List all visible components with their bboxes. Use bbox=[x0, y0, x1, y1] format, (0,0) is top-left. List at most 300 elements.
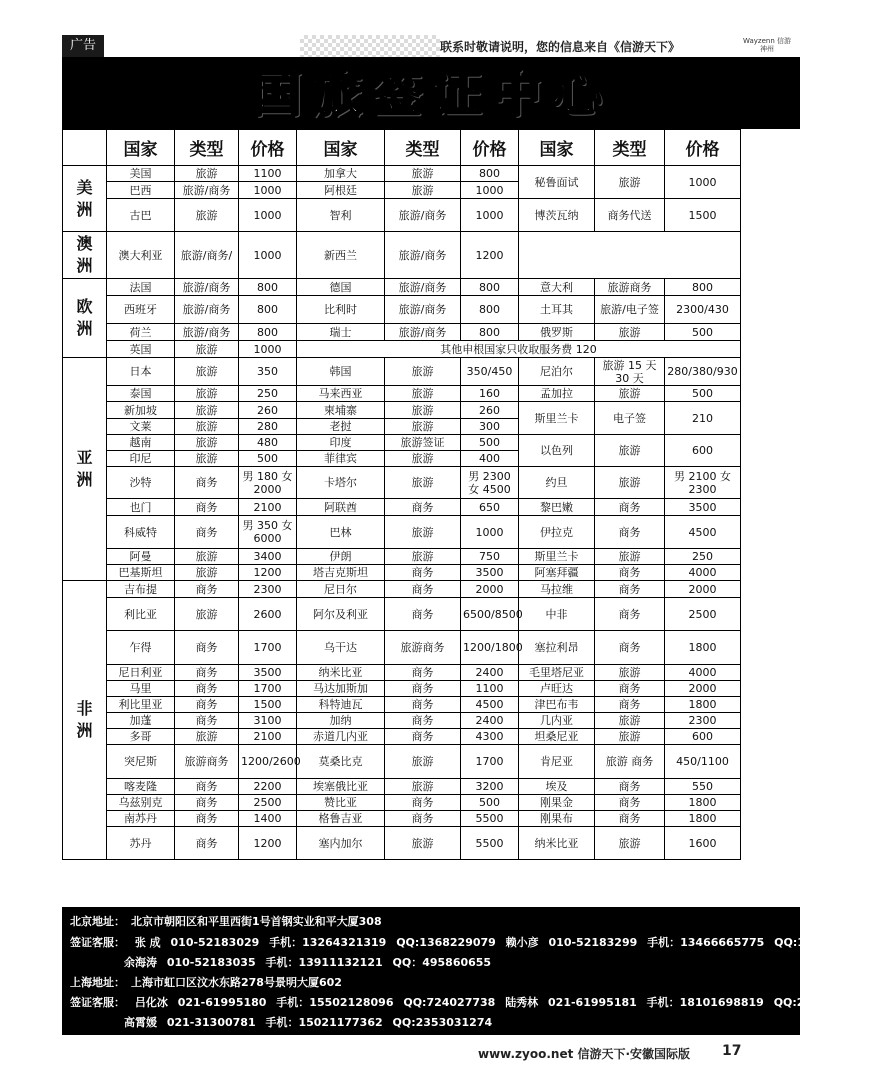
region-america: 美 洲 bbox=[63, 166, 107, 232]
table-row bbox=[63, 697, 741, 713]
cell-country: 马拉维 bbox=[519, 581, 595, 598]
cell-price: 1000 bbox=[239, 232, 297, 279]
cell-price: 1000 bbox=[461, 199, 519, 232]
cell-country: 津巴布韦 bbox=[519, 697, 595, 713]
cell-type: 商务 bbox=[595, 795, 665, 811]
cell-type: 旅游/商务 bbox=[175, 279, 239, 296]
cell-type: 商务 bbox=[175, 811, 239, 827]
cell-price: 1100 bbox=[461, 681, 519, 697]
cell-type: 商务代送 bbox=[595, 199, 665, 232]
header-price: 价格 bbox=[461, 130, 519, 166]
cell-type: 商务 bbox=[175, 713, 239, 729]
cell-type: 旅游 bbox=[385, 451, 461, 467]
table-row bbox=[63, 341, 741, 358]
cell-type: 旅游 bbox=[175, 598, 239, 631]
cell-price: 2000 bbox=[665, 581, 741, 598]
cell-price: 800 bbox=[461, 296, 519, 324]
cell-type: 商务 bbox=[175, 681, 239, 697]
cell-country: 南苏丹 bbox=[107, 811, 175, 827]
cell-country: 阿尔及利亚 bbox=[297, 598, 385, 631]
cell-price: 260 bbox=[461, 402, 519, 419]
cell-price: 6500/8500 bbox=[461, 598, 519, 631]
cell-country: 塞内加尔 bbox=[297, 827, 385, 860]
cell-price: 2400 bbox=[461, 713, 519, 729]
cell-country: 尼泊尔 bbox=[519, 358, 595, 386]
cell-price: 500 bbox=[665, 324, 741, 341]
cell-type: 旅游 bbox=[595, 729, 665, 745]
cell-type: 商务 bbox=[595, 697, 665, 713]
cell-type: 商务 bbox=[175, 581, 239, 598]
cell-country: 巴林 bbox=[297, 516, 385, 549]
cell-type: 商务 bbox=[175, 827, 239, 860]
cell-type: 旅游商务 bbox=[175, 745, 239, 779]
table-row bbox=[63, 435, 741, 451]
cell-type: 旅游 bbox=[385, 779, 461, 795]
cell-country: 纳米比亚 bbox=[519, 827, 595, 860]
cell-price: 4000 bbox=[665, 665, 741, 681]
cell-price: 1200 bbox=[239, 565, 297, 581]
cell-price: 2600 bbox=[239, 598, 297, 631]
cell-price: 5500 bbox=[461, 811, 519, 827]
cell-price: 1000 bbox=[461, 516, 519, 549]
table-row bbox=[63, 729, 741, 745]
cell-price: 800 bbox=[461, 279, 519, 296]
cell-price: 400 bbox=[461, 451, 519, 467]
beijing-address-line: 北京地址： 北京市朝阳区和平里西街1号首钢实业和平大厦308 bbox=[70, 915, 382, 928]
cell-country: 阿联酋 bbox=[297, 499, 385, 516]
cell-type: 旅游 bbox=[385, 402, 461, 419]
cell-country: 德国 bbox=[297, 279, 385, 296]
cell-type: 商务 bbox=[385, 681, 461, 697]
cell-country: 比利时 bbox=[297, 296, 385, 324]
cell-price: 4500 bbox=[665, 516, 741, 549]
cell-price: 男 2300 女 4500 bbox=[461, 467, 519, 499]
cell-type: 商务 bbox=[175, 499, 239, 516]
publisher-logo: Wayzenn 信游神州 bbox=[743, 37, 791, 53]
cell-country: 伊拉克 bbox=[519, 516, 595, 549]
header-price: 价格 bbox=[665, 130, 741, 166]
cell-type: 旅游 bbox=[175, 565, 239, 581]
cell-type: 旅游 bbox=[175, 451, 239, 467]
cell-type: 旅游/商务 bbox=[385, 279, 461, 296]
cell-country: 博茨瓦纳 bbox=[519, 199, 595, 232]
cell-type: 旅游/商务 bbox=[385, 296, 461, 324]
page-number: 17 bbox=[722, 1043, 742, 1059]
cell-country: 乌干达 bbox=[297, 631, 385, 665]
cell-type: 旅游 bbox=[595, 827, 665, 860]
cell-country: 喀麦隆 bbox=[107, 779, 175, 795]
cell-type: 旅游 bbox=[595, 467, 665, 499]
header-country: 国家 bbox=[519, 130, 595, 166]
cell-price: 250 bbox=[239, 386, 297, 402]
cell-type: 旅游 bbox=[595, 435, 665, 467]
cell-type: 旅游/商务/ bbox=[175, 232, 239, 279]
cell-price: 1500 bbox=[239, 697, 297, 713]
cell-country: 也门 bbox=[107, 499, 175, 516]
cell-type: 旅游签证 bbox=[385, 435, 461, 451]
cell-type: 旅游/电子签 bbox=[595, 296, 665, 324]
cell-price: 4000 bbox=[665, 565, 741, 581]
cell-type: 旅游 bbox=[385, 827, 461, 860]
cell-price: 800 bbox=[665, 279, 741, 296]
cell-type: 旅游 bbox=[175, 435, 239, 451]
cell-country: 乍得 bbox=[107, 631, 175, 665]
cell-country: 沙特 bbox=[107, 467, 175, 499]
cell-country: 阿塞拜疆 bbox=[519, 565, 595, 581]
cell-type: 旅游 bbox=[595, 713, 665, 729]
header-type: 类型 bbox=[385, 130, 461, 166]
cell-type: 商务 bbox=[385, 697, 461, 713]
cell-country: 孟加拉 bbox=[519, 386, 595, 402]
cell-type: 商务 bbox=[595, 681, 665, 697]
header-price: 价格 bbox=[239, 130, 297, 166]
cell-price: 3400 bbox=[239, 549, 297, 565]
cell-price: 2300/430 bbox=[665, 296, 741, 324]
cell-type: 旅游 bbox=[175, 386, 239, 402]
table-header-row bbox=[63, 130, 741, 166]
contact-footer bbox=[62, 907, 874, 1035]
cell-country: 格鲁吉亚 bbox=[297, 811, 385, 827]
cell-country: 越南 bbox=[107, 435, 175, 451]
cell-country: 法国 bbox=[107, 279, 175, 296]
table-row bbox=[63, 499, 741, 516]
cell-price: 1000 bbox=[239, 199, 297, 232]
cell-type: 旅游商务 bbox=[595, 279, 665, 296]
cell-country: 尼日利亚 bbox=[107, 665, 175, 681]
cell-price: 1200/2600 bbox=[239, 745, 297, 779]
cell-type: 商务 bbox=[595, 631, 665, 665]
cell-price: 480 bbox=[239, 435, 297, 451]
cell-price: 600 bbox=[665, 729, 741, 745]
cell-type: 商务 bbox=[385, 811, 461, 827]
table-row bbox=[63, 296, 741, 324]
cell-country: 柬埔寨 bbox=[297, 402, 385, 419]
cell-country: 尼日尔 bbox=[297, 581, 385, 598]
cell-price: 350/450 bbox=[461, 358, 519, 386]
cell-country: 澳大利亚 bbox=[107, 232, 175, 279]
cell-type: 旅游/商务 bbox=[385, 199, 461, 232]
header-region bbox=[63, 130, 107, 166]
cell-price: 550 bbox=[665, 779, 741, 795]
cell-price: 800 bbox=[461, 324, 519, 341]
cell-price: 500 bbox=[665, 386, 741, 402]
cell-price: 3500 bbox=[461, 565, 519, 581]
shanghai-address-line: 上海地址： 上海市虹口区汶水东路278号景明大厦602 bbox=[70, 976, 342, 989]
cell-country: 马来西亚 bbox=[297, 386, 385, 402]
cell-type: 商务 bbox=[595, 811, 665, 827]
cell-country: 黎巴嫩 bbox=[519, 499, 595, 516]
visa-price-table bbox=[62, 129, 738, 907]
cell-country: 马达加斯加 bbox=[297, 681, 385, 697]
cell-price: 2300 bbox=[239, 581, 297, 598]
cell-price: 650 bbox=[461, 499, 519, 516]
region-asia: 亚 洲 bbox=[63, 358, 107, 581]
cell-type: 商务 bbox=[385, 795, 461, 811]
cell-country: 利比里亚 bbox=[107, 697, 175, 713]
cell-price: 2500 bbox=[665, 598, 741, 631]
cell-type: 旅游 bbox=[175, 199, 239, 232]
cell-price: 500 bbox=[239, 451, 297, 467]
cell-price: 2300 bbox=[665, 713, 741, 729]
header-country: 国家 bbox=[297, 130, 385, 166]
cell-country: 卢旺达 bbox=[519, 681, 595, 697]
cell-type: 旅游 商务 bbox=[595, 745, 665, 779]
cell-type: 旅游/商务 bbox=[385, 324, 461, 341]
cell-country: 老挝 bbox=[297, 419, 385, 435]
cell-country: 吉布提 bbox=[107, 581, 175, 598]
cell-price: 4300 bbox=[461, 729, 519, 745]
cell-country: 埃塞俄比亚 bbox=[297, 779, 385, 795]
cell-country bbox=[519, 232, 741, 279]
cell-country: 多哥 bbox=[107, 729, 175, 745]
table-row bbox=[63, 598, 741, 631]
cell-price: 1000 bbox=[239, 341, 297, 358]
cell-price: 5500 bbox=[461, 827, 519, 860]
cell-country: 阿根廷 bbox=[297, 182, 385, 199]
cell-price: 1700 bbox=[239, 631, 297, 665]
cell-country: 莫桑比克 bbox=[297, 745, 385, 779]
cell-type: 商务 bbox=[175, 665, 239, 681]
cell-price: 1800 bbox=[665, 795, 741, 811]
title-banner bbox=[62, 57, 800, 129]
disclaimer-text: 联系时敬请说明，您的信息来自《信游天下》 bbox=[440, 40, 681, 54]
cell-price: 男 180 女 2000 bbox=[239, 467, 297, 499]
cell-type: 商务 bbox=[595, 499, 665, 516]
shanghai-contact-line-1: 签证客服： 吕化冰 021-61995180 手机：15502128096 QQ:724027738 陆秀林 021-61995181 手机：18101698819 QQ:2974659336 bbox=[70, 996, 874, 1009]
cell-country: 印尼 bbox=[107, 451, 175, 467]
table-row bbox=[63, 681, 741, 697]
table-row bbox=[63, 565, 741, 581]
cell-country: 利比亚 bbox=[107, 598, 175, 631]
cell-country: 美国 bbox=[107, 166, 175, 182]
cell-price: 250 bbox=[665, 549, 741, 565]
table-row bbox=[63, 713, 741, 729]
cell-country: 菲律宾 bbox=[297, 451, 385, 467]
cell-type: 旅游 bbox=[385, 549, 461, 565]
cell-price: 1500 bbox=[665, 199, 741, 232]
cell-country: 埃及 bbox=[519, 779, 595, 795]
cell-price: 500 bbox=[461, 795, 519, 811]
cell-price: 160 bbox=[461, 386, 519, 402]
cell-type: 旅游/商务 bbox=[175, 296, 239, 324]
cell-country: 西班牙 bbox=[107, 296, 175, 324]
table-row bbox=[63, 745, 741, 779]
cell-type: 商务 bbox=[175, 467, 239, 499]
cell-type: 商务 bbox=[385, 565, 461, 581]
cell-type: 旅游 bbox=[385, 467, 461, 499]
cell-type: 旅游 bbox=[385, 419, 461, 435]
cell-country: 加拿大 bbox=[297, 166, 385, 182]
checker-pattern bbox=[300, 35, 440, 57]
table-row bbox=[63, 795, 741, 811]
table-row bbox=[63, 166, 741, 182]
cell-country: 秘鲁面试 bbox=[519, 166, 595, 199]
cell-price: 3200 bbox=[461, 779, 519, 795]
cell-type: 旅游 bbox=[385, 358, 461, 386]
cell-country: 约旦 bbox=[519, 467, 595, 499]
cell-country: 韩国 bbox=[297, 358, 385, 386]
cell-country: 苏丹 bbox=[107, 827, 175, 860]
table-row bbox=[63, 402, 741, 419]
table-row bbox=[63, 199, 741, 232]
cell-country: 纳米比亚 bbox=[297, 665, 385, 681]
cell-type: 旅游 bbox=[595, 665, 665, 681]
cell-price: 500 bbox=[461, 435, 519, 451]
cell-type: 商务 bbox=[595, 598, 665, 631]
region-africa: 非 洲 bbox=[63, 581, 107, 860]
cell-country: 泰国 bbox=[107, 386, 175, 402]
cell-price: 210 bbox=[665, 402, 741, 435]
table-row bbox=[63, 467, 741, 499]
cell-country: 古巴 bbox=[107, 199, 175, 232]
cell-price: 300 bbox=[461, 419, 519, 435]
cell-country: 日本 bbox=[107, 358, 175, 386]
cell-price: 450/1100 bbox=[665, 745, 741, 779]
cell-type: 旅游 bbox=[385, 745, 461, 779]
cell-country: 巴西 bbox=[107, 182, 175, 199]
cell-type: 旅游 bbox=[385, 386, 461, 402]
cell-country: 肯尼亚 bbox=[519, 745, 595, 779]
cell-country: 斯里兰卡 bbox=[519, 402, 595, 435]
cell-price: 3500 bbox=[239, 665, 297, 681]
cell-country: 巴基斯坦 bbox=[107, 565, 175, 581]
region-oceania: 澳 洲 bbox=[63, 232, 107, 279]
cell-price: 1200/1800 bbox=[461, 631, 519, 665]
cell-country: 卡塔尔 bbox=[297, 467, 385, 499]
cell-type: 旅游 bbox=[175, 419, 239, 435]
cell-type: 旅游 15 天 30 天 bbox=[595, 358, 665, 386]
cell-type: 商务 bbox=[595, 516, 665, 549]
cell-type: 商务 bbox=[595, 565, 665, 581]
cell-country: 新加坡 bbox=[107, 402, 175, 419]
cell-country: 几内亚 bbox=[519, 713, 595, 729]
cell-country: 斯里兰卡 bbox=[519, 549, 595, 565]
cell-country: 伊朗 bbox=[297, 549, 385, 565]
cell-country: 赤道几内亚 bbox=[297, 729, 385, 745]
cell-type: 旅游 bbox=[175, 166, 239, 182]
cell-type: 电子签 bbox=[595, 402, 665, 435]
cell-price: 1000 bbox=[461, 182, 519, 199]
table-row bbox=[63, 516, 741, 549]
cell-price: 280 bbox=[239, 419, 297, 435]
cell-type: 商务 bbox=[175, 697, 239, 713]
cell-price: 750 bbox=[461, 549, 519, 565]
table-row bbox=[63, 232, 741, 279]
cell-price: 1000 bbox=[665, 166, 741, 199]
table-row bbox=[63, 581, 741, 598]
table-row bbox=[63, 811, 741, 827]
cell-country: 土耳其 bbox=[519, 296, 595, 324]
cell-type: 旅游/商务 bbox=[175, 324, 239, 341]
table-row bbox=[63, 358, 741, 386]
table-row bbox=[63, 779, 741, 795]
cell-type: 旅游 bbox=[385, 166, 461, 182]
table-row bbox=[63, 324, 741, 341]
cell-price: 1600 bbox=[665, 827, 741, 860]
cell-country: 智利 bbox=[297, 199, 385, 232]
cell-country: 马里 bbox=[107, 681, 175, 697]
cell-price: 800 bbox=[239, 296, 297, 324]
cell-price: 1700 bbox=[239, 681, 297, 697]
cell-price: 280/380/930 bbox=[665, 358, 741, 386]
cell-price: 2000 bbox=[461, 581, 519, 598]
cell-type: 商务 bbox=[385, 713, 461, 729]
cell-country: 文莱 bbox=[107, 419, 175, 435]
cell-country: 英国 bbox=[107, 341, 175, 358]
cell-type: 商务 bbox=[175, 631, 239, 665]
cell-country: 其他申根国家只收取服务费 120 bbox=[297, 341, 741, 358]
cell-type: 旅游 bbox=[175, 402, 239, 419]
table-row bbox=[63, 279, 741, 296]
cell-type: 商务 bbox=[175, 795, 239, 811]
cell-country: 意大利 bbox=[519, 279, 595, 296]
cell-type: 旅游 bbox=[175, 729, 239, 745]
cell-type: 旅游 bbox=[175, 341, 239, 358]
table-row bbox=[63, 665, 741, 681]
cell-type: 旅游 bbox=[175, 549, 239, 565]
cell-type: 旅游商务 bbox=[385, 631, 461, 665]
cell-price: 男 2100 女 2300 bbox=[665, 467, 741, 499]
cell-price: 2200 bbox=[239, 779, 297, 795]
cell-country: 刚果金 bbox=[519, 795, 595, 811]
cell-country: 突尼斯 bbox=[107, 745, 175, 779]
cell-country: 印度 bbox=[297, 435, 385, 451]
table-row bbox=[63, 386, 741, 402]
cell-type: 商务 bbox=[385, 729, 461, 745]
cell-country: 俄罗斯 bbox=[519, 324, 595, 341]
table-row bbox=[63, 827, 741, 860]
cell-type: 旅游 bbox=[595, 549, 665, 565]
cell-country: 坦桑尼亚 bbox=[519, 729, 595, 745]
cell-type: 商务 bbox=[385, 598, 461, 631]
cell-price: 260 bbox=[239, 402, 297, 419]
cell-price: 800 bbox=[461, 166, 519, 182]
cell-price: 800 bbox=[239, 324, 297, 341]
cell-price: 1800 bbox=[665, 697, 741, 713]
cell-country: 新西兰 bbox=[297, 232, 385, 279]
cell-country: 赞比亚 bbox=[297, 795, 385, 811]
cell-type: 商务 bbox=[175, 779, 239, 795]
cell-type: 旅游 bbox=[385, 516, 461, 549]
cell-type: 商务 bbox=[385, 499, 461, 516]
cell-price: 600 bbox=[665, 435, 741, 467]
header-country: 国家 bbox=[107, 130, 175, 166]
shanghai-contact-line-2: 高霄媛 021-31300781 手机：15021177362 QQ:2353031274 bbox=[124, 1016, 493, 1029]
cell-country: 科特迪瓦 bbox=[297, 697, 385, 713]
cell-country: 科威特 bbox=[107, 516, 175, 549]
cell-price: 350 bbox=[239, 358, 297, 386]
cell-price: 3500 bbox=[665, 499, 741, 516]
cell-price: 1800 bbox=[665, 811, 741, 827]
cell-type: 商务 bbox=[595, 581, 665, 598]
page-title: 国旅签证中心 bbox=[251, 64, 611, 122]
cell-country: 塔吉克斯坦 bbox=[297, 565, 385, 581]
cell-country: 阿曼 bbox=[107, 549, 175, 565]
cell-price: 3100 bbox=[239, 713, 297, 729]
cell-price: 1800 bbox=[665, 631, 741, 665]
table-row bbox=[63, 549, 741, 565]
cell-type: 旅游/商务 bbox=[385, 232, 461, 279]
cell-price: 1100 bbox=[239, 166, 297, 182]
cell-price: 1700 bbox=[461, 745, 519, 779]
beijing-contact-line-1: 签证客服： 张 成 010-52183029 手机：13264321319 QQ:1368229079 赖小彦 010-52183299 手机：13466665775 QQ:113417035 bbox=[70, 936, 867, 949]
cell-price: 800 bbox=[239, 279, 297, 296]
cell-price: 1200 bbox=[239, 827, 297, 860]
cell-price: 男 350 女 6000 bbox=[239, 516, 297, 549]
beijing-contact-line-2: 余海涛 010-52183035 手机：13911132121 QQ：495860655 bbox=[124, 956, 492, 969]
cell-price: 4500 bbox=[461, 697, 519, 713]
cell-price: 2000 bbox=[665, 681, 741, 697]
